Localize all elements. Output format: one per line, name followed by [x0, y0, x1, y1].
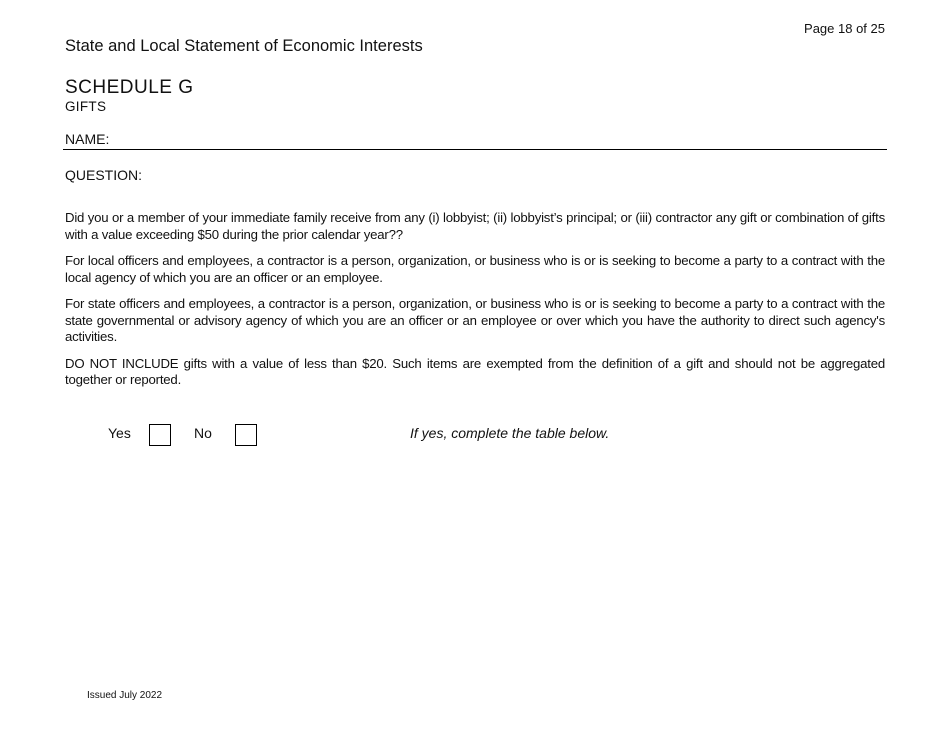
page-number: Page 18 of 25 [804, 21, 885, 36]
exclusion-paragraph: DO NOT INCLUDE gifts with a value of less than $20. Such items are exempted from the definition of a gift and should not be aggregated together or reported. [65, 355, 885, 387]
document-title: State and Local Statement of Economic Interests [65, 37, 423, 55]
local-contractor-paragraph: For local officers and employees, a contractor is a person, organization, or business who is or is seeking to become a party to a contract with the local agency of which you are an officer or an employee. [65, 253, 885, 285]
name-underline [63, 149, 887, 150]
yes-label: Yes [108, 425, 131, 441]
yes-checkbox[interactable] [149, 424, 171, 446]
question-body [65, 210, 885, 399]
instruction-hint: If yes, complete the table below. [410, 425, 610, 441]
schedule-subtitle: GIFTS [65, 99, 107, 114]
issued-date: Issued July 2022 [87, 690, 163, 701]
question-paragraph: Did you or a member of your immediate family receive from any (i) lobbyist; (ii) lobbyist’s principal; or (iii) contractor any gift or combination of gifts with a value exceeding $50 during the prior calendar year?? [65, 210, 885, 242]
no-checkbox[interactable] [235, 424, 257, 446]
no-label: No [194, 425, 212, 441]
schedule-title: SCHEDULE G [65, 77, 194, 98]
state-contractor-paragraph: For state officers and employees, a contractor is a person, organization, or business who is or is seeking to become a party to a contract with the state governmental or advisory agency of which you are an officer or an employee or over which you have the authority to direct such agency's activities. [65, 296, 885, 344]
name-label: NAME: [65, 131, 110, 147]
question-label: QUESTION: [65, 167, 143, 183]
